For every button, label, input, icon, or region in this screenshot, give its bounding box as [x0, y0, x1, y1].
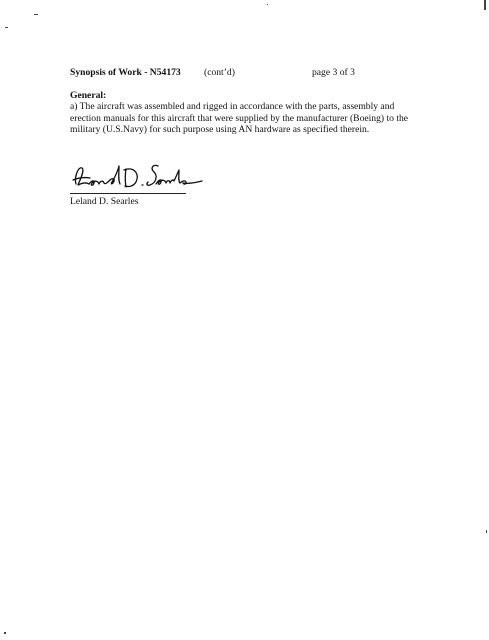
document-title: Synopsis of Work - N54173	[70, 67, 181, 78]
scan-speck-bottom-left	[4, 632, 6, 634]
scan-edge-mark-top-right	[484, 0, 486, 10]
page-number: page 3 of 3	[312, 67, 355, 78]
document-header	[70, 66, 390, 80]
body-line: erection manuals for this aircraft that were supplied by the manufacturer (Boeing) to the	[70, 112, 409, 124]
signer-name: Leland D. Searles	[70, 196, 139, 207]
scan-speck-left	[5, 27, 8, 28]
body-line: a) The aircraft was assembled and rigged in accordance with the parts, assembly and	[70, 101, 395, 112]
section-heading: General:	[70, 90, 107, 101]
body-line: military (U.S.Navy) for such purpose using AN hardware as specified therein.	[70, 124, 370, 136]
continued-label: (cont’d)	[204, 67, 235, 78]
handwritten-signature	[70, 160, 210, 194]
scan-speck-top	[267, 4, 268, 5]
scan-speck-top-left	[34, 14, 38, 15]
section-body	[70, 101, 418, 136]
signature-line	[70, 193, 186, 194]
scan-edge-mark-right	[486, 530, 487, 533]
